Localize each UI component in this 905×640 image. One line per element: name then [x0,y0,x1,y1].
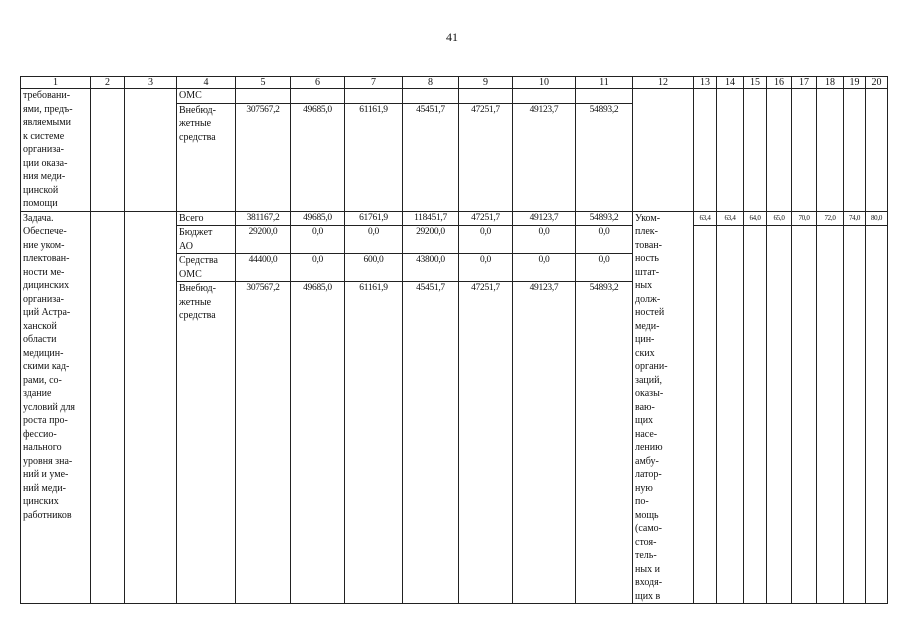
funding-source-label: Всего [177,211,236,226]
header-cell: 18 [817,77,844,89]
header-cell: 4 [177,77,236,89]
value-cell: 29200,0 [403,226,459,254]
value-cell: 49685,0 [291,211,345,226]
empty-cell [792,89,817,212]
header-cell: 16 [767,77,792,89]
empty-cell [633,89,694,212]
empty-cell [694,226,717,604]
indicator-value: 63,4 [694,211,717,226]
empty-cell [717,89,744,212]
header-cell: 1 [21,77,91,89]
value-cell: 0,0 [291,226,345,254]
empty-cell [744,226,767,604]
budget-table [20,76,888,604]
header-cell: 19 [844,77,866,89]
indicator-description-cell: Уком- плек- тован- ность штат- ных долж- ностей меди- цин- ских органи- заций, оказы- ваю- щих насе- лению амбу- латор- ную по- мощь (само- стоя- тель- ных и входя- щих в [633,211,694,604]
empty-cell [694,89,717,212]
empty-cell [717,226,744,604]
header-cell: 15 [744,77,767,89]
indicator-value: 70,0 [792,211,817,226]
empty-cell [792,226,817,604]
empty-cell [866,89,888,212]
task-description-cell: требовани- ями, предъ- являемыми к системе организа- ции оказа- ния меди- цинской помощи [21,89,91,212]
empty-cell [744,89,767,212]
value-cell: 61161,9 [345,282,403,604]
task-description-cell: Задача. Обеспече- ние уком- плектован- ности ме- дицинских организа- ций Астра- ханской области медицин- скими кад- рами, со- здание условий для роста про- фессио- нального уровня зна- ний и уме- ний меди- цинских работников [21,211,91,604]
value-cell: 61161,9 [345,103,403,211]
value-cell [513,89,576,104]
empty-cell [91,211,125,604]
funding-source-label: Внебюд- жетные средства [177,282,236,604]
value-cell [459,89,513,104]
value-cell: 600,0 [345,254,403,282]
value-cell: 54893,2 [576,103,633,211]
page-number: 41 [446,30,458,44]
value-cell: 0,0 [513,226,576,254]
value-cell: 381167,2 [236,211,291,226]
value-cell: 49123,7 [513,103,576,211]
value-cell: 61761,9 [345,211,403,226]
value-cell: 45451,7 [403,282,459,604]
value-cell: 49685,0 [291,282,345,604]
header-cell: 17 [792,77,817,89]
value-cell: 54893,2 [576,282,633,604]
value-cell: 49123,7 [513,282,576,604]
indicator-value: 63,4 [717,211,744,226]
header-cell: 9 [459,77,513,89]
value-cell [576,89,633,104]
indicator-value: 72,0 [817,211,844,226]
empty-cell [817,89,844,212]
value-cell: 307567,2 [236,282,291,604]
value-cell [345,89,403,104]
value-cell: 0,0 [576,226,633,254]
empty-cell [767,226,792,604]
value-cell: 29200,0 [236,226,291,254]
value-cell: 49123,7 [513,211,576,226]
value-cell: 45451,7 [403,103,459,211]
indicator-value: 64,0 [744,211,767,226]
value-cell: 0,0 [513,254,576,282]
value-cell: 0,0 [345,226,403,254]
value-cell: 49685,0 [291,103,345,211]
header-cell: 13 [694,77,717,89]
value-cell: 307567,2 [236,103,291,211]
value-cell: 0,0 [459,226,513,254]
value-cell [291,89,345,104]
empty-cell [844,226,866,604]
empty-cell [866,226,888,604]
value-cell: 0,0 [291,254,345,282]
table-row [21,89,888,104]
header-cell: 7 [345,77,403,89]
empty-cell [125,211,177,604]
table-row [21,211,888,226]
value-cell: 0,0 [459,254,513,282]
empty-cell [125,89,177,212]
header-cell: 5 [236,77,291,89]
indicator-value: 80,0 [866,211,888,226]
header-cell: 2 [91,77,125,89]
value-cell: 54893,2 [576,211,633,226]
empty-cell [767,89,792,212]
header-cell: 14 [717,77,744,89]
funding-source-label: ОМС [177,89,236,104]
header-cell: 8 [403,77,459,89]
header-cell: 3 [125,77,177,89]
header-cell: 20 [866,77,888,89]
empty-cell [817,226,844,604]
value-cell: 47251,7 [459,103,513,211]
header-cell: 12 [633,77,694,89]
indicator-value: 65,0 [767,211,792,226]
header-cell: 10 [513,77,576,89]
header-cell: 6 [291,77,345,89]
value-cell: 0,0 [576,254,633,282]
value-cell: 47251,7 [459,282,513,604]
value-cell: 43800,0 [403,254,459,282]
value-cell: 118451,7 [403,211,459,226]
value-cell [236,89,291,104]
funding-source-label: Средства ОМС [177,254,236,282]
funding-source-label: Внебюд- жетные средства [177,103,236,211]
value-cell [403,89,459,104]
value-cell: 44400,0 [236,254,291,282]
header-cell: 11 [576,77,633,89]
value-cell: 47251,7 [459,211,513,226]
empty-cell [844,89,866,212]
empty-cell [91,89,125,212]
column-number-row [21,77,888,89]
funding-source-label: Бюджет АО [177,226,236,254]
indicator-value: 74,0 [844,211,866,226]
